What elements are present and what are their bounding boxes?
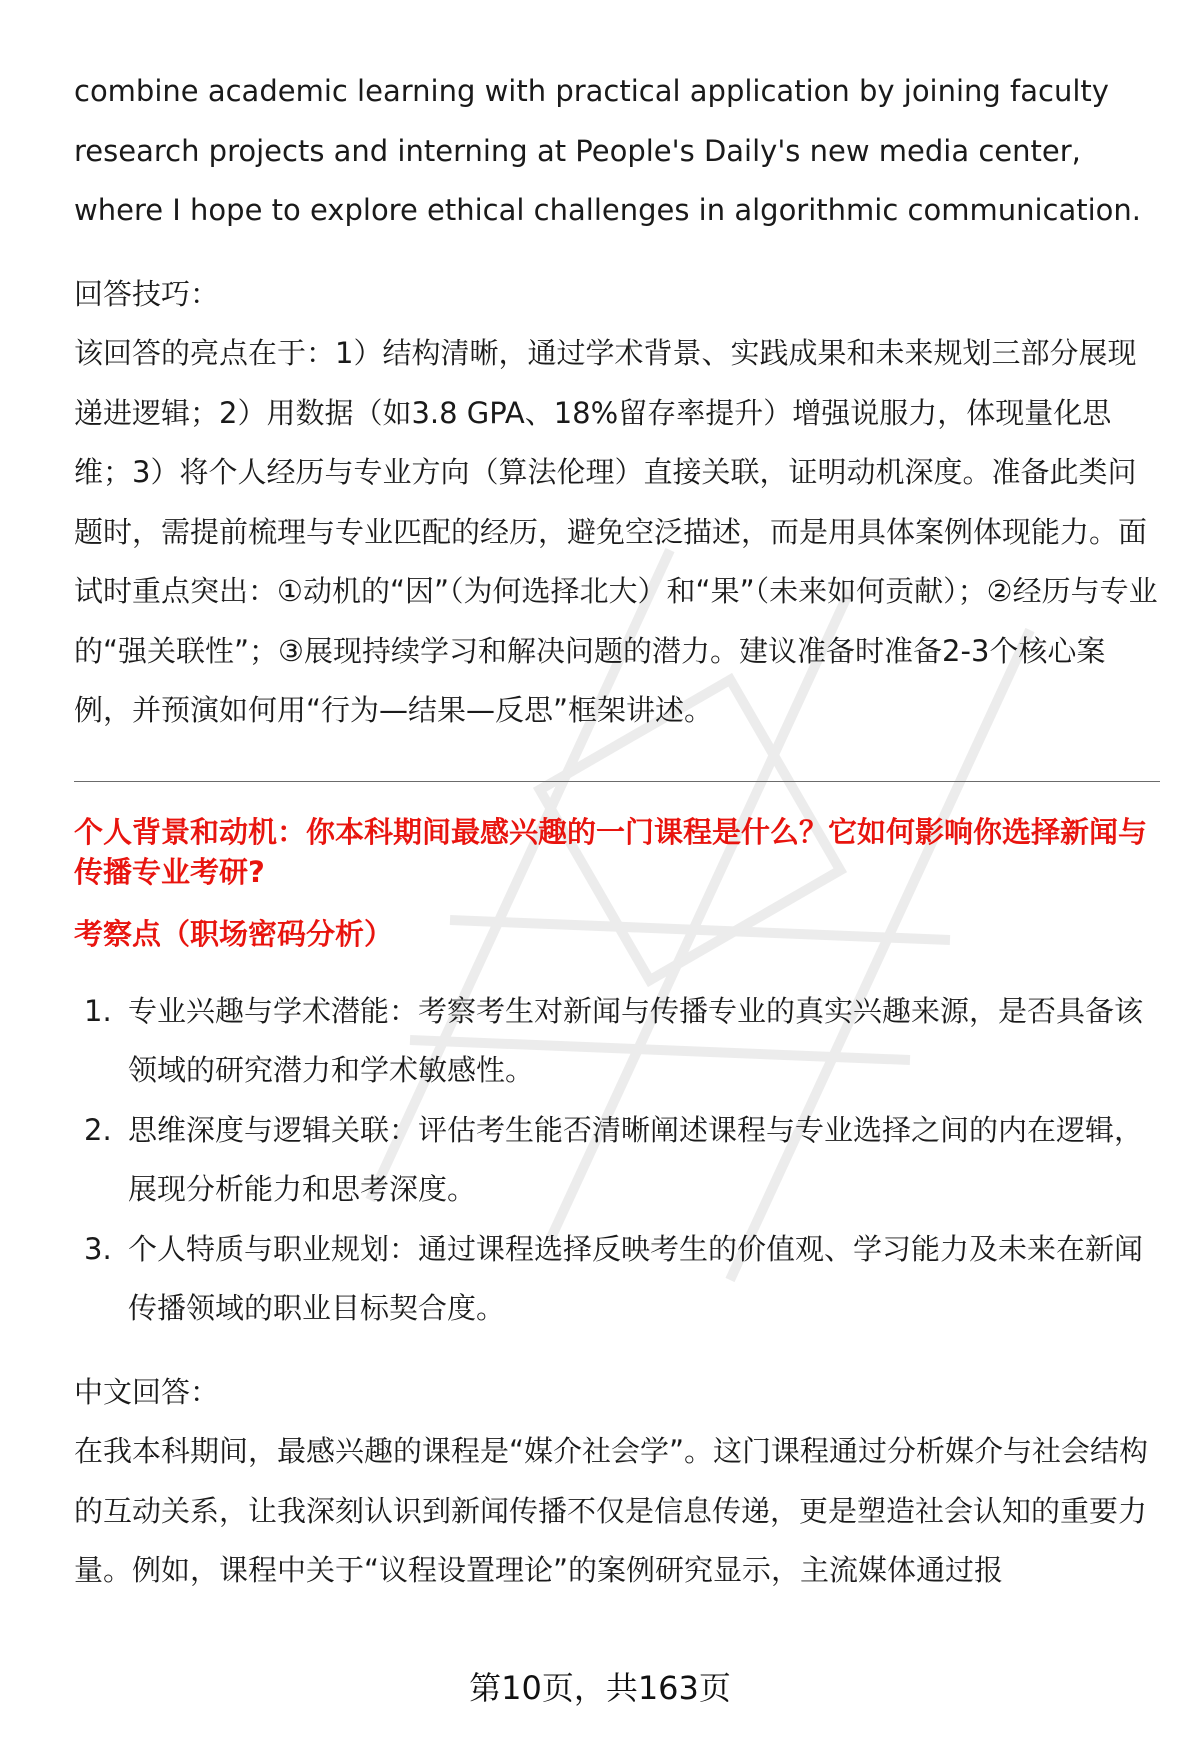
answer-text: 在我本科期间，最感兴趣的课程是“媒介社会学”。这门课程通过分析媒介与社会结构的互动关系，让我深刻认识到新闻传播不仅是信息传递，更是塑造社会认知的重要力量。例如，课程中关于“议程设置理论”的案例研究显示，主流媒体通过报 xyxy=(74,1434,1149,1587)
list-item-text: 个人特质与职业规划：通过课程选择反映考生的价值观、学习能力及未来在新闻传播领域的职业目标契合度。 xyxy=(128,1231,1144,1325)
list-item-number: 2. xyxy=(84,1112,112,1147)
tips-text: 该回答的亮点在于：1）结构清晰，通过学术背景、实践成果和未来规划三部分展现递进逻辑；2）用数据（如3.8 GPA、18%留存率提升）增强说服力，体现量化思维；3）将个人经历与专业方向（算法伦理）直接关联，证明动机深度。准备此类问题时，需提前梳理与专业匹配的经历，避免空泛描述，而是用具体案例体现能力。面试时重点突出：①动机的“因”（为何选择北大）和“果”（未来如何贡献）；②经历与专业的“强关联性”；③展现持续学习和解决问题的潜力。建议准备时准备2-3个核心案例，并预演如何用“行为—结果—反思”框架讲述。 xyxy=(74,336,1158,727)
tips-label: 回答技巧： xyxy=(74,276,220,311)
list-item-number: 1. xyxy=(84,993,112,1028)
list-item-text: 思维深度与逻辑关联：评估考生能否清晰阐述课程与专业选择之间的内在逻辑，展现分析能力和思考深度。 xyxy=(128,1112,1144,1206)
analysis-points-list xyxy=(74,982,1160,1339)
page-number-footer: 第10页，共163页 xyxy=(469,1669,731,1707)
list-item xyxy=(74,982,1160,1101)
section-divider xyxy=(74,781,1160,782)
list-item-text: 专业兴趣与学术潜能：考察考生对新闻与传播专业的真实兴趣来源，是否具备该领域的研究潜力和学术敏感性。 xyxy=(128,993,1144,1087)
analysis-heading: 考察点（职场密码分析） xyxy=(74,916,394,951)
list-item xyxy=(74,1101,1160,1220)
list-item xyxy=(74,1220,1160,1339)
page-content xyxy=(74,62,1160,1601)
list-item-number: 3. xyxy=(84,1231,112,1266)
question-heading: 个人背景和动机：你本科期间最感兴趣的一门课程是什么？它如何影响你选择新闻与传播专业考研? xyxy=(74,814,1148,889)
top-paragraph: combine academic learning with practical application by joining faculty research projects and interning at People's Daily's new media center, where I hope to explore ethical challenges in algorithmic communication. xyxy=(74,74,1141,227)
answer-label: 中文回答： xyxy=(74,1374,220,1409)
